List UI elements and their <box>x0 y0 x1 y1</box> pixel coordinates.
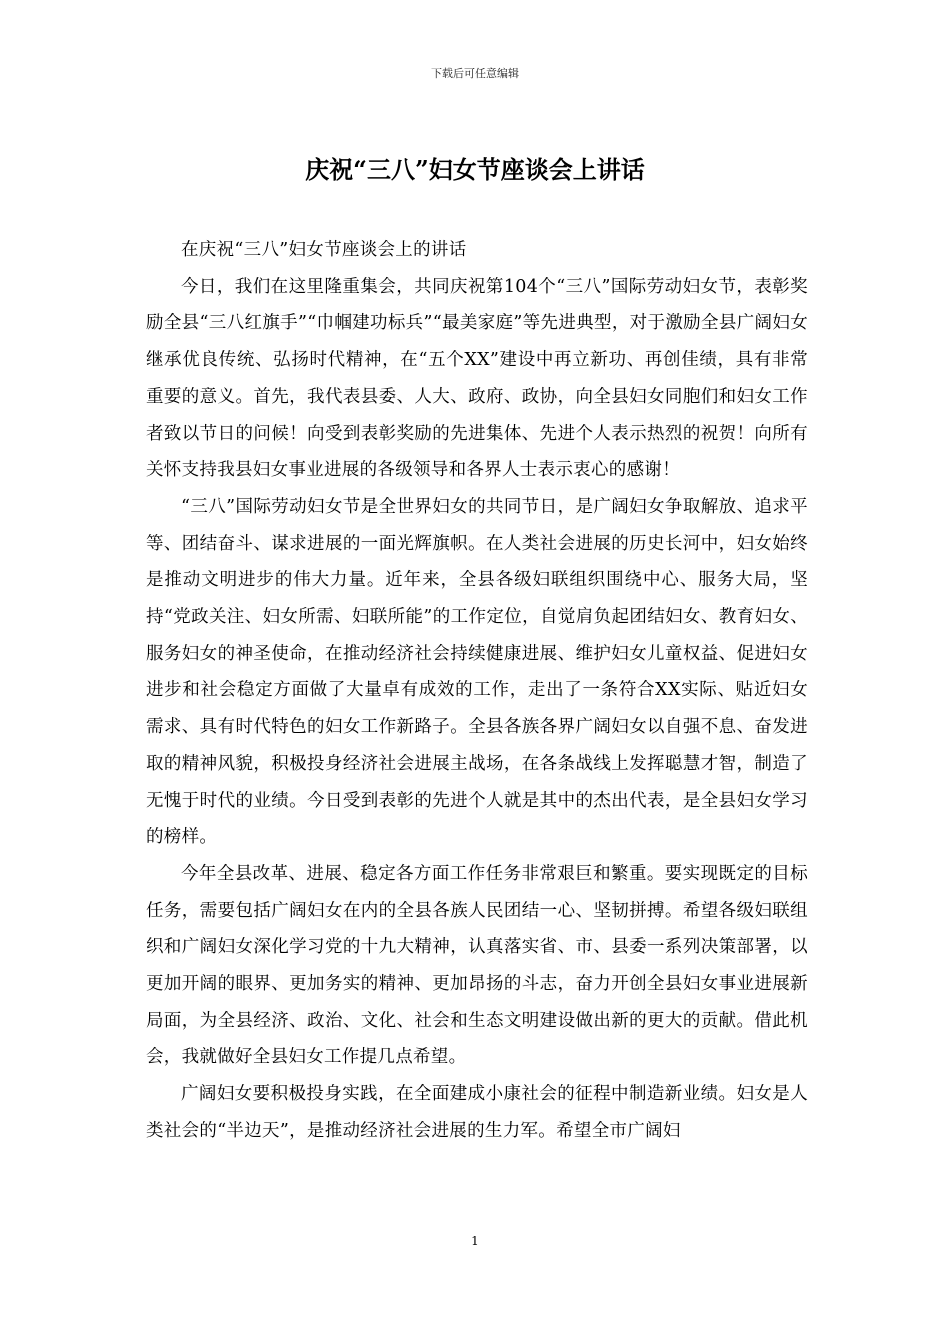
paragraph: 广阔妇女要积极投身实践，在全面建成小康社会的征程中制造新业绩。妇女是人类社会的“半边天”，是推动经济社会进展的生力军。希望全市广阔妇 <box>146 1084 808 1141</box>
page-number: 1 <box>471 1234 479 1248</box>
document-title: 庆祝“三八”妇女节座谈会上讲话 <box>305 155 645 184</box>
page-header-note: 下载后可任意编辑 <box>431 67 519 80</box>
document-body <box>146 232 808 1150</box>
paragraph: 今年全县改革、进展、稳定各方面工作任务非常艰巨和繁重。要实现既定的目标任务，需要包括广阔妇女在内的全县各族人民团结一心、坚韧拼搏。希望各级妇联组织和广阔妇女深化学习党的十九大精神，认真落实省、市、县委一系列决策部署，以更加开阔的眼界、更加务实的精神、更加昂扬的斗志，奋力开创全县妇女事业进展新局面，为全县经济、政治、文化、社会和生态文明建设做出新的更大的贡献。借此机会，我就做好全县妇女工作提几点希望。 <box>146 863 808 1068</box>
paragraph-subtitle: 在庆祝“三八”妇女节座谈会上的讲话 <box>181 240 467 260</box>
paragraph: “三八”国际劳动妇女节是全世界妇女的共同节日，是广阔妇女争取解放、追求平等、团结奋斗、谋求进展的一面光辉旗帜。在人类社会进展的历史长河中，妇女始终是推动文明进步的伟大力量。近年来，全县各级妇联组织围绕中心、服务大局，坚持“党政关注、妇女所需、妇联所能”的工作定位，自觉肩负起团结妇女、教育妇女、服务妇女的神圣使命，在推动经济社会持续健康进展、维护妇女儿童权益、促进妇女进步和社会稳定方面做了大量卓有成效的工作，走出了一条符合XX实际、贴近妇女需求、具有时代特色的妇女工作新路子。全县各族各界广阔妇女以自强不息、奋发进取的精神风貌，积极投身经济社会进展主战场，在各条战线上发挥聪慧才智，制造了无愧于时代的业绩。今日受到表彰的先进个人就是其中的杰出代表，是全县妇女学习的榜样。 <box>146 496 808 848</box>
paragraph: 今日，我们在这里隆重集会，共同庆祝第104个“三八”国际劳动妇女节，表彰奖励全县“三八红旗手”“巾帼建功标兵”“最美家庭”等先进典型，对于激励全县广阔妇女继承优良传统、弘扬时代精神，在“五个XX”建设中再立新功、再创佳绩，具有非常重要的意义。首先，我代表县委、人大、政府、政协，向全县妇女同胞们和妇女工作者致以节日的问候！向受到表彰奖励的先进集体、先进个人表示热烈的祝贺！向所有关怀支持我县妇女事业进展的各级领导和各界人士表示衷心的感谢！ <box>146 276 808 481</box>
